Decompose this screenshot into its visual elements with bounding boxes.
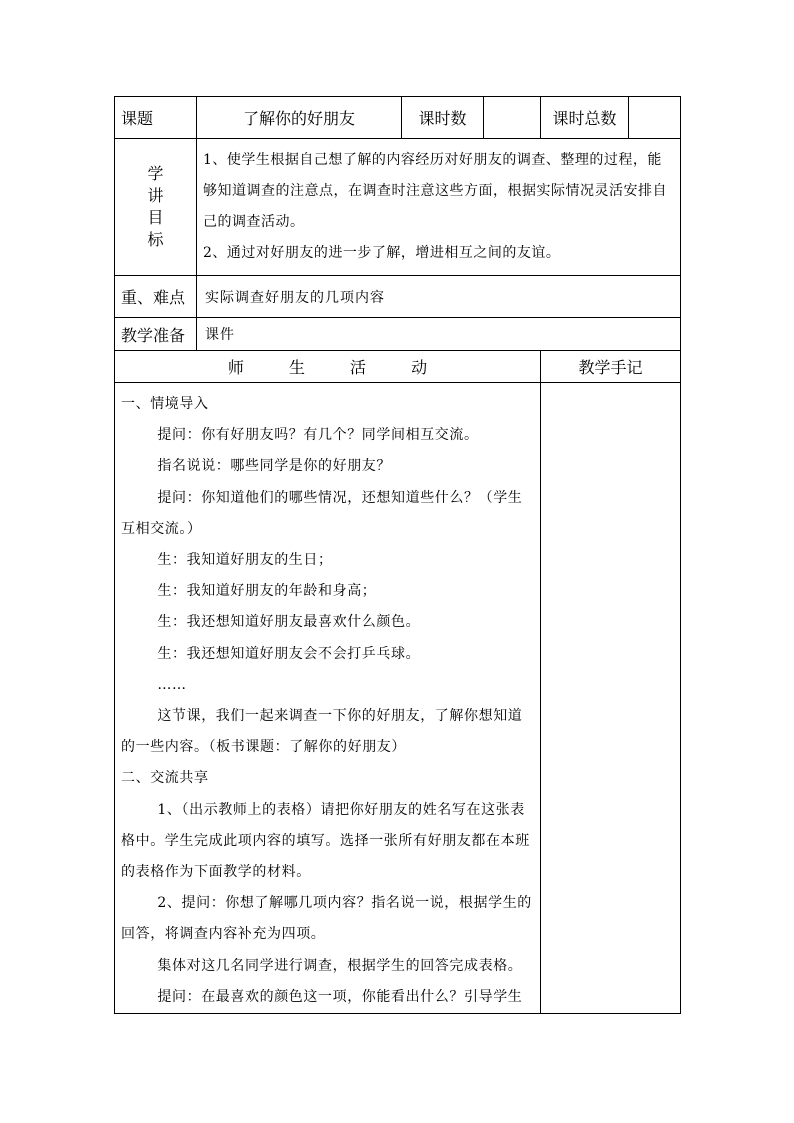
activity-header-char: 活 xyxy=(350,358,367,377)
goals-label-char: 学 xyxy=(147,164,164,183)
activity-content xyxy=(115,383,541,1014)
key-points-value: 实际调查好朋友的几项内容 xyxy=(197,276,681,318)
key-points-row xyxy=(115,276,681,318)
goals-row xyxy=(115,139,681,276)
activity-line: 提问：在最喜欢的颜色这一项，你能看出什么？引导学生 xyxy=(157,988,523,1005)
activity-header-char: 师 xyxy=(227,358,244,377)
notes-content xyxy=(541,383,681,1014)
goals-label-char: 标 xyxy=(147,230,164,249)
preparation-label: 教学准备 xyxy=(115,318,197,351)
activity-header-char: 动 xyxy=(411,358,428,377)
preparation-row xyxy=(115,318,681,351)
activity-header xyxy=(115,351,541,383)
activity-line: 二、交流共享 xyxy=(121,770,209,787)
goals-content xyxy=(197,139,681,276)
activity-line: …… xyxy=(157,676,187,693)
key-points-label: 重、难点 xyxy=(115,276,197,318)
activity-line: 提问：你知道他们的哪些情况，还想知道些什么？（学生互相交流。） xyxy=(121,489,523,537)
total-hours-label: 课时总数 xyxy=(541,97,629,139)
goals-label xyxy=(115,139,197,276)
notes-header: 教学手记 xyxy=(541,351,681,383)
activity-line: 1、（出示教师上的表格）请把你好朋友的姓名写在这张表格中。学生完成此项内容的填写。选择一张所有好朋友都在本班的表格作为下面教学的材料。 xyxy=(121,801,530,881)
preparation-value: 课件 xyxy=(197,318,681,351)
activity-line: 这节课，我们一起来调查一下你的好朋友，了解你想知道的一些内容。（板书课题：了解你的好朋友） xyxy=(121,708,523,756)
goals-label-char: 目 xyxy=(147,208,164,227)
activity-header-char: 生 xyxy=(288,358,305,377)
activity-header-row xyxy=(115,351,681,383)
topic-label: 课题 xyxy=(115,97,197,139)
activity-line: 生：我知道好朋友的年龄和身高； xyxy=(157,583,377,600)
total-hours-value xyxy=(629,97,681,139)
activity-line: 生：我还想知道好朋友会不会打乒乓球。 xyxy=(157,645,421,662)
activity-line: 提问：你有好朋友吗？有几个？同学间相互交流。 xyxy=(157,427,479,444)
lesson-plan-sheet xyxy=(114,96,680,1014)
goal-item: 1、使学生根据自己想了解的内容经历对好朋友的调查、整理的过程，能够知道调查的注意点，在调查时注意这些方面，根据实际情况灵活安排自己的调查活动。 xyxy=(203,152,667,230)
goals-label-char: 讲 xyxy=(147,186,164,205)
activity-line: 指名说说：哪些同学是你的好朋友？ xyxy=(157,458,391,475)
lesson-plan-table xyxy=(114,96,681,1014)
hours-label: 课时数 xyxy=(402,97,484,139)
activity-line: 生：我知道好朋友的生日； xyxy=(157,552,333,569)
header-row xyxy=(115,97,681,139)
goal-item: 2、通过对好朋友的进一步了解，增进相互之间的友谊。 xyxy=(203,245,561,261)
activity-line: 集体对这几名同学进行调查，根据学生的回答完成表格。 xyxy=(157,957,523,974)
activity-line: 生：我还想知道好朋友最喜欢什么颜色。 xyxy=(157,614,421,631)
hours-value xyxy=(484,97,541,139)
activity-line: 一、情境导入 xyxy=(121,396,209,412)
topic-value: 了解你的好朋友 xyxy=(197,97,402,139)
activity-body-row xyxy=(115,383,681,1014)
activity-line: 2、提问：你想了解哪几项内容？指名说一说，根据学生的回答，将调查内容补充为四项。 xyxy=(121,895,532,943)
